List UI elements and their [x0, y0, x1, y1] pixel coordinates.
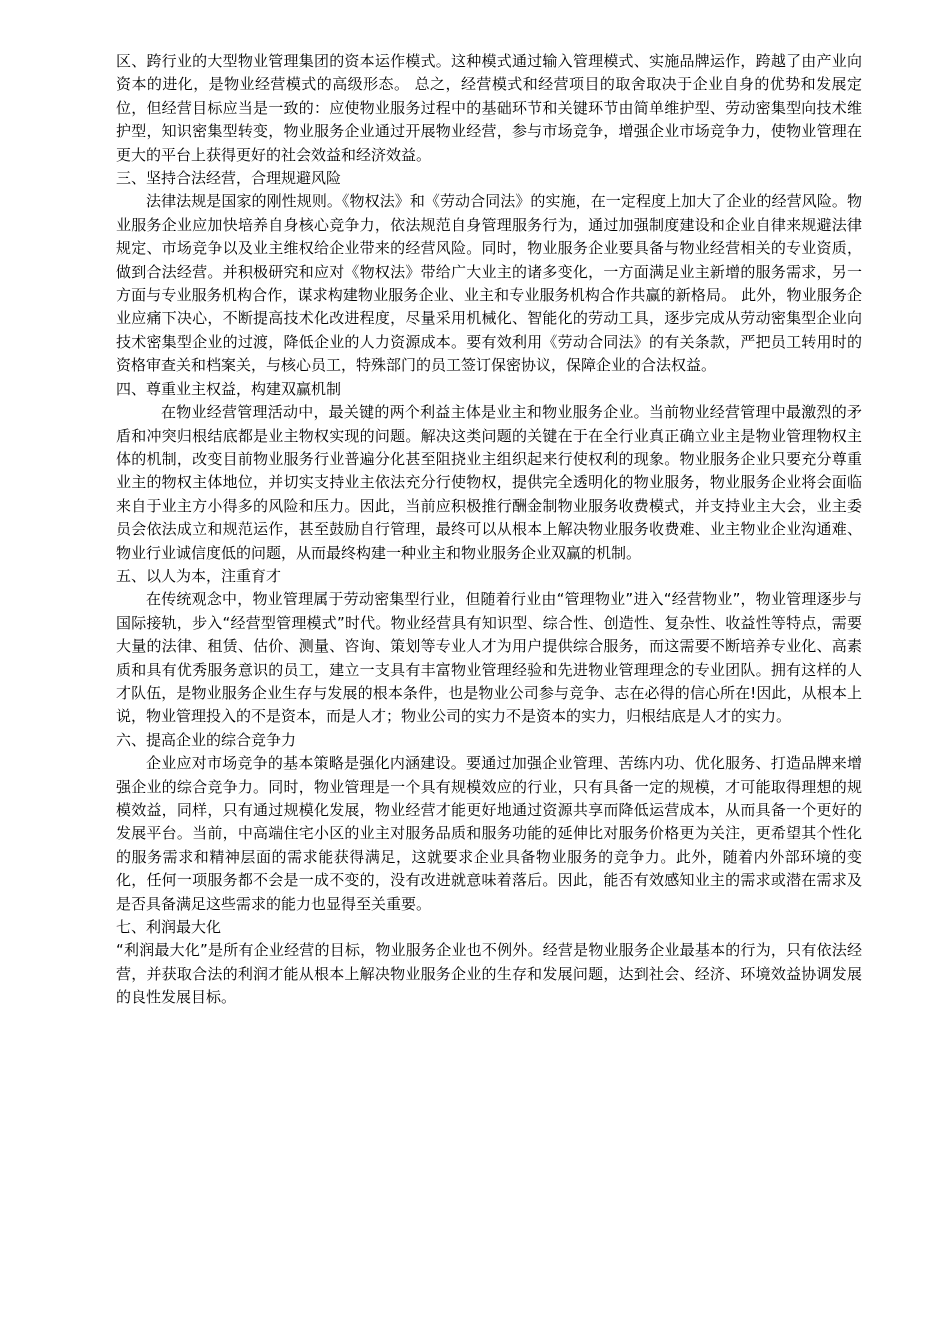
- paragraph-profit-maximization: “利润最大化”是所有企业经营的目标，物业服务企业也不例外。经营是物业服务企业最基本的行为，只有依法经营，并获取合法的利润才能从根本上解决物业服务企业的生存和发展问题，达到社会、经济、环境效益协调发展的良性发展目标。: [116, 941, 862, 1007]
- section-heading-competitiveness: 六、提高企业的综合竞争力: [116, 730, 297, 749]
- paragraph-people-oriented: 在传统观念中，物业管理属于劳动密集型行业，但随着行业由“管理物业”进入“经营物业”，物业管理逐步与国际接轨，步入“经营型管理模式”时代。物业经营具有知识型、综合性、创造性、复杂性、收益性等特点，需要大量的法律、租赁、估价、测量、咨询、策划等专业人才为用户提供综合服务，而这需要不断培养专业化、高素质和具有优秀服务意识的员工，建立一支具有丰富物业管理经验和先进物业管理理念的专业团队。拥有这样的人才队伍，是物业服务企业生存与发展的根本条件，也是物业公司参与竞争、志在必得的信心所在!因此，从根本上说，物业管理投入的不是资本，而是人才；物业公司的实力不是资本的实力，归根结底是人才的实力。: [116, 590, 862, 726]
- paragraph-capital-operation: 区、跨行业的大型物业管理集团的资本运作模式。这种模式通过输入管理模式、实施品牌运作，跨越了由产业向资本的进化，是物业经营模式的高级形态。 总之，经营模式和经营项目的取舍取决于企业自身的优势和发展定位，但经营目标应当是一致的：应使物业服务过程中的基础环节和关键环节由简单维护型、劳动密集型向技术维护型，知识密集型转变，物业服务企业通过开展物业经营，参与市场竞争，增强企业市场竞争力，使物业管理在更大的平台上获得更好的社会效益和经济效益。: [116, 52, 862, 164]
- paragraph-owner-rights: 在物业经营管理活动中，最关键的两个利益主体是业主和物业服务企业。当前物业经营管理中最激烈的矛盾和冲突归根结底都是业主物权实现的问题。解决这类问题的关键在于在全行业真正确立业主是物业管理物权主体的机制，改变目前物业服务行业普遍分化甚至阻挠业主组织起来行使权利的现象。物业服务企业只要充分尊重业主的物权主体地位，并切实支持业主依法充分行使物权，提供完全透明化的物业服务，物业服务企业将会面临来自于业主方小得多的风险和压力。因此，当前应积极推行酬金制物业服务收费模式，并支持业主大会，业主委员会依法成立和规范运作，甚至鼓励自行管理，最终可以从根本上解决物业服务收费难、业主物业企业沟通难、物业行业诚信度低的问题，从而最终构建一种业主和物业服务企业双赢的机制。: [116, 403, 862, 562]
- section-heading-people-oriented: 五、以人为本，注重育才: [116, 566, 282, 585]
- paragraph-legal-operation: 法律法规是国家的刚性规则。《物权法》和《劳动合同法》的实施，在一定程度上加大了企业的经营风险。物业服务企业应加快培养自身核心竞争力，依法规范自身管理服务行为，通过加强制度建设和企业自律来规避法律规定、市场竞争以及业主维权给企业带来的经营风险。同时，物业服务企业要具备与物业经营相关的专业资质，做到合法经营。并积极研究和应对《物权法》带给广大业主的诸多变化，一方面满足业主新增的服务需求，另一方面与专业服务机构合作，谋求构建物业服务企业、业主和专业服务机构合作共赢的新格局。 此外，物业服务企业应痛下决心，不断提高技术化改进程度，尽量采用机械化、智能化的劳动工具，逐步完成从劳动密集型企业向技术密集型企业的过渡，降低企业的人力资源成本。要有效利用《劳动合同法》的有关条款，严把员工转用时的资格审查关和档案关，与核心员工，特殊部门的员工签订保密协议，保障企业的合法权益。: [116, 192, 862, 375]
- section-heading-legal-operation: 三、坚持合法经营，合理规避风险: [116, 169, 342, 188]
- paragraph-competitiveness: 企业应对市场竞争的基本策略是强化内涵建设。要通过加强企业管理、苦练内功、优化服务、打造品牌来增强企业的综合竞争力。同时，物业管理是一个具有规模效应的行业，只有具备一定的规模，才可能取得理想的规模效益，同样，只有通过规模化发展，物业经营才能更好地通过资源共享而降低运营成本，从而具备一个更好的发展平台。当前，中高端住宅小区的业主对服务品质和服务功能的延伸比对服务价格更为关注，更希望其个性化的服务需求和精神层面的需求能获得满足，这就要求企业具备物业服务的竞争力。此外，随着内外部环境的变化，任何一项服务都不会是一成不变的，没有改进就意味着落后。因此，能否有效感知业主的需求或潜在需求及是否具备满足这些需求的能力也显得至关重要。: [116, 754, 862, 913]
- section-heading-profit-maximization: 七、利润最大化: [116, 918, 222, 937]
- section-heading-owner-rights: 四、尊重业主权益，构建双赢机制: [116, 379, 342, 398]
